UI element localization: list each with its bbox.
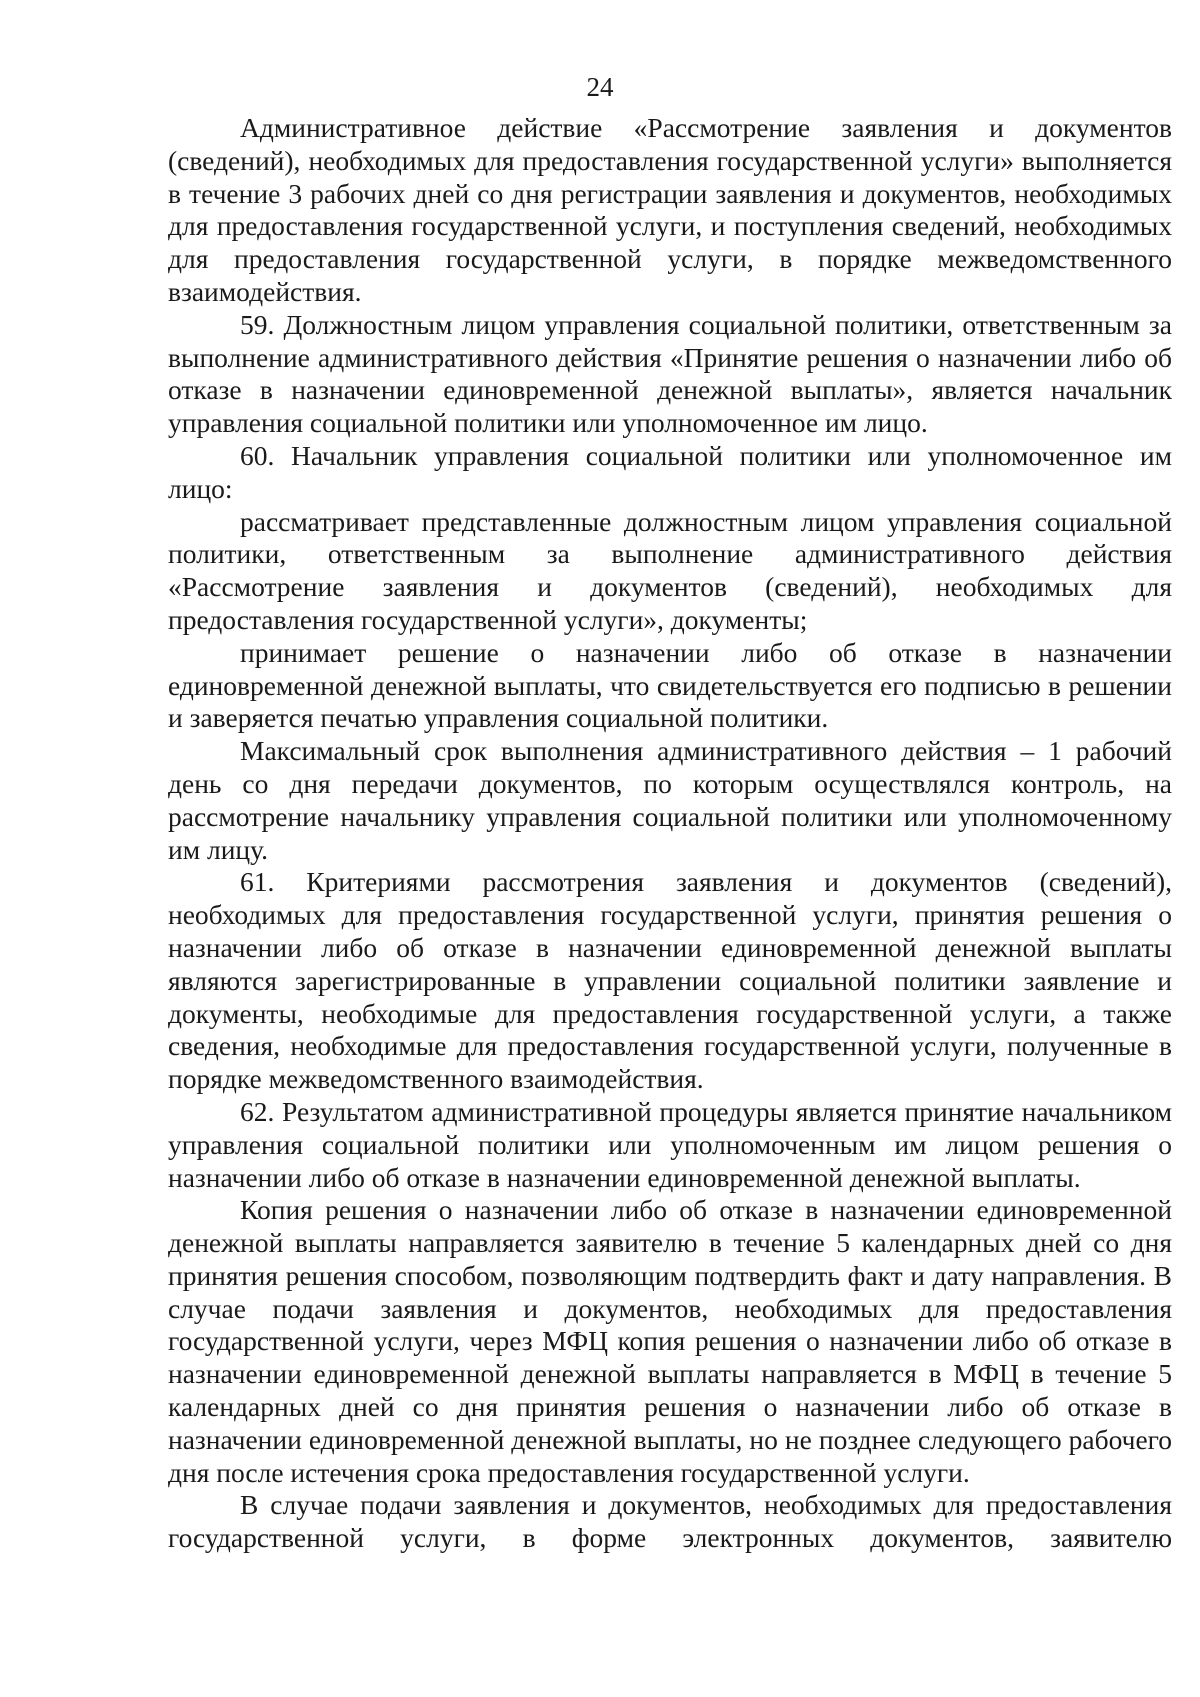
paragraph-60-decision: принимает решение о назначении либо об отказе в назначении единовременной денежной выплаты, что свидетельствуется его подписью в решении и заверяется печатью управления социальной политики.: [168, 636, 1172, 734]
page-number: 24: [586, 72, 614, 102]
paragraph-61: 61. Критериями рассмотрения заявления и документов (сведений), необходимых для предоставления государственной услуги, принятия решения о назначении либо об отказе в назначении единовременной денежной выплаты являются зарегистрированные в управлении социальной политики заявление и документы, необходимые для предоставления государственной услуги, а также сведения, необходимые для предоставления государственной услуги, полученные в порядке межведомственного взаимодействия.: [168, 866, 1172, 1095]
paragraph-max-term: Максимальный срок выполнения административного действия – 1 рабочий день со дня передачи документов, по которым осуществлялся контроль, на рассмотрение начальнику управления социальной политики или уполномоченному им лицу.: [168, 735, 1172, 865]
paragraph-59: 59. Должностным лицом управления социальной политики, ответственным за выполнение административного действия «Принятие решения о назначении либо об отказе в назначении единовременной денежной выплаты», является начальник управления социальной политики или уполномоченное им лицо.: [168, 308, 1172, 439]
paragraph-62: 62. Результатом административной процедуры является принятие начальником управления социальной политики или уполномоченным им лицом решения о назначении либо об отказе в назначении единовременной денежной выплаты.: [168, 1095, 1172, 1193]
document-body: [168, 112, 1172, 1555]
paragraph-intro: Административное действие «Рассмотрение заявления и документов (сведений), необходимых для предоставления государственной услуги» выполняется в течение 3 рабочих дней со дня регистрации заявления и документов, необходимых для предоставления государственной услуги, и поступления сведений, необходимых для предоставления государственной услуги, в порядке межведомственного взаимодействия.: [168, 112, 1172, 307]
paragraph-copy-decision: Копия решения о назначении либо об отказе в назначении единовременной денежной выплаты направляется заявителю в течение 5 календарных дней со дня принятия решения способом, позволяющим подтвердить факт и дату направления. В случае подачи заявления и документов, необходимых для предоставления государственной услуги, через МФЦ копия решения о назначении либо об отказе в назначении единовременной денежной выплаты направляется в МФЦ в течение 5 календарных дней со дня принятия решения о назначении либо об отказе в назначении единовременной денежной выплаты, но не позднее следующего рабочего дня после истечения срока предоставления государственной услуги.: [168, 1194, 1172, 1488]
paragraph-electronic: В случае подачи заявления и документов, необходимых для предоставления государственной услуги, в форме электронных документов, заявителю: [168, 1489, 1172, 1554]
paragraph-60-review: рассматривает представленные должностным лицом управления социальной политики, ответственным за выполнение административного действия «Рассмотрение заявления и документов (сведений), необходимых для предоставления государственной услуги», документы;: [168, 505, 1172, 635]
paragraph-60: 60. Начальник управления социальной политики или уполномоченное им лицо:: [168, 439, 1172, 504]
